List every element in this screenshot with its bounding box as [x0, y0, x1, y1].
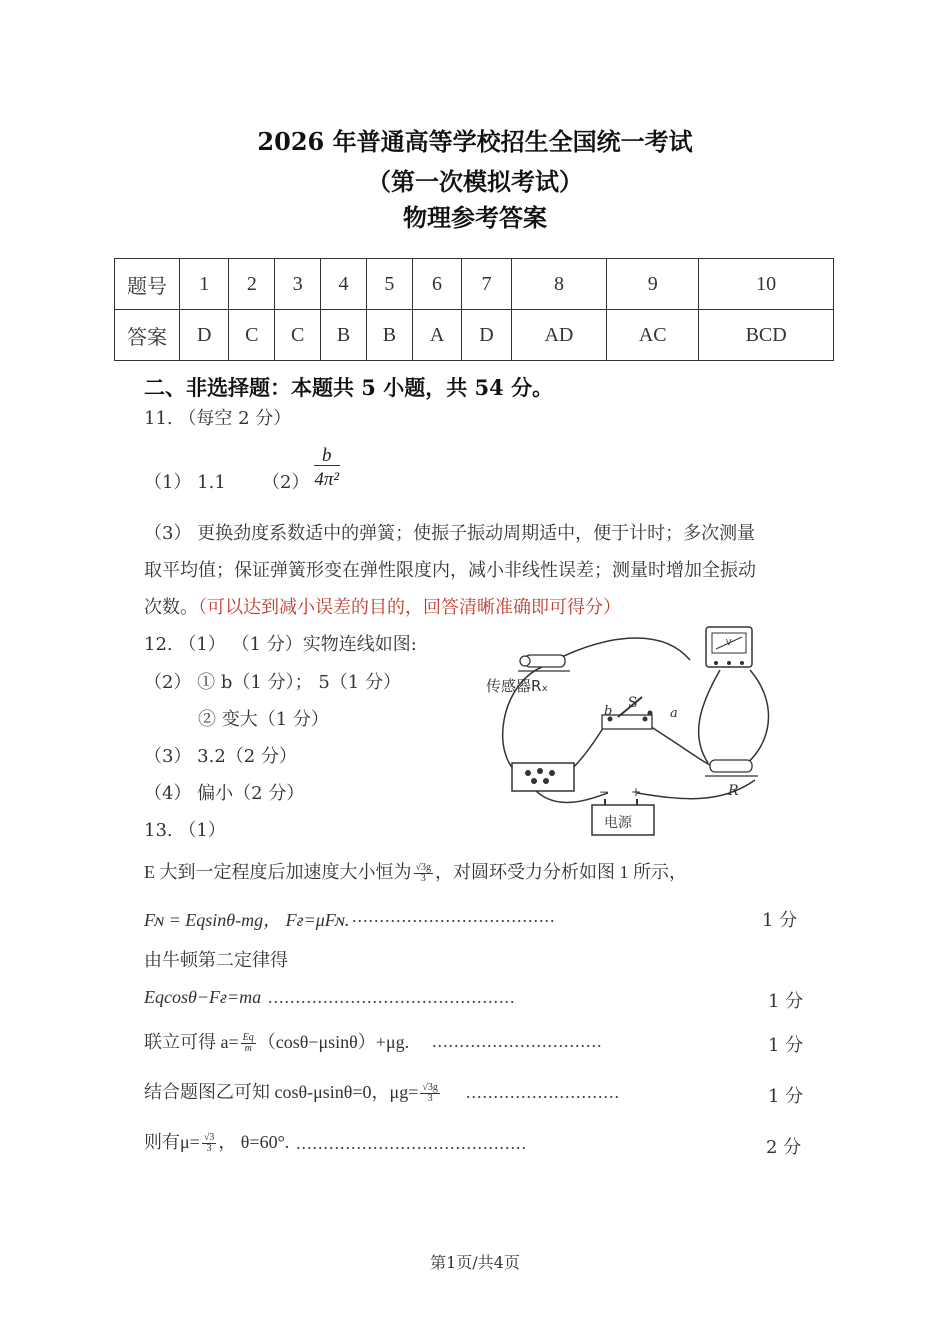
q11-heading: 11. （每空 2 分）	[144, 408, 292, 429]
q12-heading: 12. （1） （1 分）实物连线如图:	[144, 634, 417, 655]
q12-answer-4: （4） 偏小（2 分）	[144, 783, 305, 804]
score-label: 2 分	[766, 1137, 802, 1158]
q13-line7-text: 则有μ=	[144, 1132, 200, 1152]
table-cell: B	[321, 310, 367, 361]
table-row-label: 答案	[115, 310, 180, 361]
switch-terminal-a: a	[670, 706, 678, 721]
table-cell: 7	[462, 259, 511, 310]
exam-title: 2026 年普通高等学校招生全国统一考试	[257, 127, 693, 156]
exam-subtitle: （第一次模拟考试）	[367, 167, 583, 196]
rheostat-component	[705, 760, 758, 776]
q12-answer-2b: ② 变大（1 分）	[198, 709, 329, 730]
q13-line7	[144, 1128, 289, 1154]
fraction-denominator: 4π²	[314, 469, 340, 490]
q12-answer-2: （2） ① b（1 分）； 5（1 分）	[144, 672, 401, 693]
fraction-numerator: Eq	[242, 1032, 254, 1044]
q13-line1-text: E 大到一定程度后加速度大小恒为	[144, 862, 412, 882]
q11-answer-3-end: 次数。	[144, 597, 198, 618]
table-cell: AC	[607, 310, 699, 361]
wire	[535, 790, 608, 802]
power-plus: +	[631, 785, 642, 799]
rheostat-label: R	[728, 783, 739, 799]
fraction-numerator: √3	[203, 1132, 215, 1144]
leader-dots: .....................................	[352, 906, 556, 926]
fraction-numerator: √3g	[422, 1082, 438, 1094]
q13-line1	[144, 858, 687, 884]
table-cell: D	[462, 310, 511, 361]
table-cell: 2	[229, 259, 275, 310]
q13-line2: Fɴ = Eqsinθ-mg， Fғ=μFɴ.	[144, 910, 350, 930]
q13-line5	[144, 1028, 409, 1054]
leader-dots: ...............................	[432, 1031, 603, 1051]
table-cell: 5	[366, 259, 412, 310]
voltmeter-label: V	[726, 638, 732, 647]
q13-line3: 由牛顿第二定律得	[144, 950, 288, 971]
q11-answer-2-label: （2）	[262, 472, 310, 493]
table-cell: 9	[607, 259, 699, 310]
q13-heading: 13. （1）	[144, 820, 226, 841]
table-cell: 1	[180, 259, 229, 310]
score-label: 1 分	[768, 991, 804, 1012]
table-cell: B	[366, 310, 412, 361]
q13-line5-tail: （cosθ−μsinθ）+μg.	[257, 1032, 410, 1052]
leader-dots: .............................................	[268, 987, 516, 1007]
q13-line5-text: 联立可得 a=	[144, 1032, 239, 1052]
power-minus: −	[599, 785, 610, 799]
section-heading: 二、非选择题：本题共 5 小题，共 54 分。	[144, 375, 554, 400]
power-label: 电源	[604, 815, 632, 831]
q13-line6-text: 结合题图乙可知 cosθ-μsinθ=0，μg=	[144, 1082, 419, 1102]
table-cell: 10	[699, 259, 834, 310]
switch-label: S	[628, 695, 638, 711]
q11-fraction	[314, 446, 340, 489]
table-cell: C	[275, 310, 321, 361]
answer-key-title: 物理参考答案	[403, 203, 547, 232]
fraction-denominator: 3	[206, 1143, 212, 1155]
table-cell: 3	[275, 259, 321, 310]
leader-dots: ............................	[466, 1082, 620, 1102]
fraction-denominator: m	[244, 1043, 252, 1055]
table-cell: BCD	[699, 310, 834, 361]
wire	[745, 670, 769, 765]
table-cell: D	[180, 310, 229, 361]
q13-line4: Eqcosθ−Fғ=ma	[144, 987, 262, 1007]
table-row-answers	[115, 310, 834, 361]
circuit-diagram	[480, 615, 780, 845]
fraction-numerator: √3g	[415, 862, 431, 874]
sensor-component	[518, 655, 570, 671]
table-cell: AD	[511, 310, 607, 361]
table-cell: A	[412, 310, 461, 361]
table-row-numbers	[115, 259, 834, 310]
table-cell: 4	[321, 259, 367, 310]
wire	[699, 670, 720, 763]
score-label: 1 分	[768, 1086, 804, 1107]
answer-table	[114, 258, 834, 361]
q11-answer-3-line1: （3） 更换劲度系数适中的弹簧；使振子振动周期适中，便于计时；多次测量	[144, 523, 756, 544]
fraction-denominator: 3	[420, 873, 426, 885]
score-label: 1 分	[768, 1035, 804, 1056]
q13-line1-tail: ，对圆环受力分析如图 1 所示，	[435, 862, 687, 882]
score-label: 1 分	[762, 910, 798, 931]
page-number: 第1页/共4页	[430, 1253, 520, 1272]
q13-line7-tail: ， θ=60°.	[218, 1132, 290, 1152]
table-row-label: 题号	[115, 259, 180, 310]
switch-terminal-b: b	[604, 704, 613, 719]
fraction-denominator: 3	[427, 1093, 433, 1105]
table-cell: 8	[511, 259, 607, 310]
fraction-numerator: b	[314, 446, 340, 466]
q11-answer-3-line2: 取平均值；保证弹簧形变在弹性限度内，减小非线性误差；测量时增加全振动	[144, 560, 756, 581]
resistor-box-component	[512, 763, 574, 791]
q12-answer-3: （3） 3.2（2 分）	[144, 746, 297, 767]
table-cell: 6	[412, 259, 461, 310]
q11-answer-1: （1） 1.1	[144, 472, 226, 493]
leader-dots: ..........................................	[296, 1133, 527, 1153]
sensor-label: 传感器Rₓ	[486, 677, 549, 695]
table-cell: C	[229, 310, 275, 361]
voltmeter-component	[706, 627, 752, 667]
scoring-note: （可以达到减小误差的目的，回答清晰准确即可得分）	[198, 597, 621, 618]
q13-line6	[144, 1078, 442, 1104]
